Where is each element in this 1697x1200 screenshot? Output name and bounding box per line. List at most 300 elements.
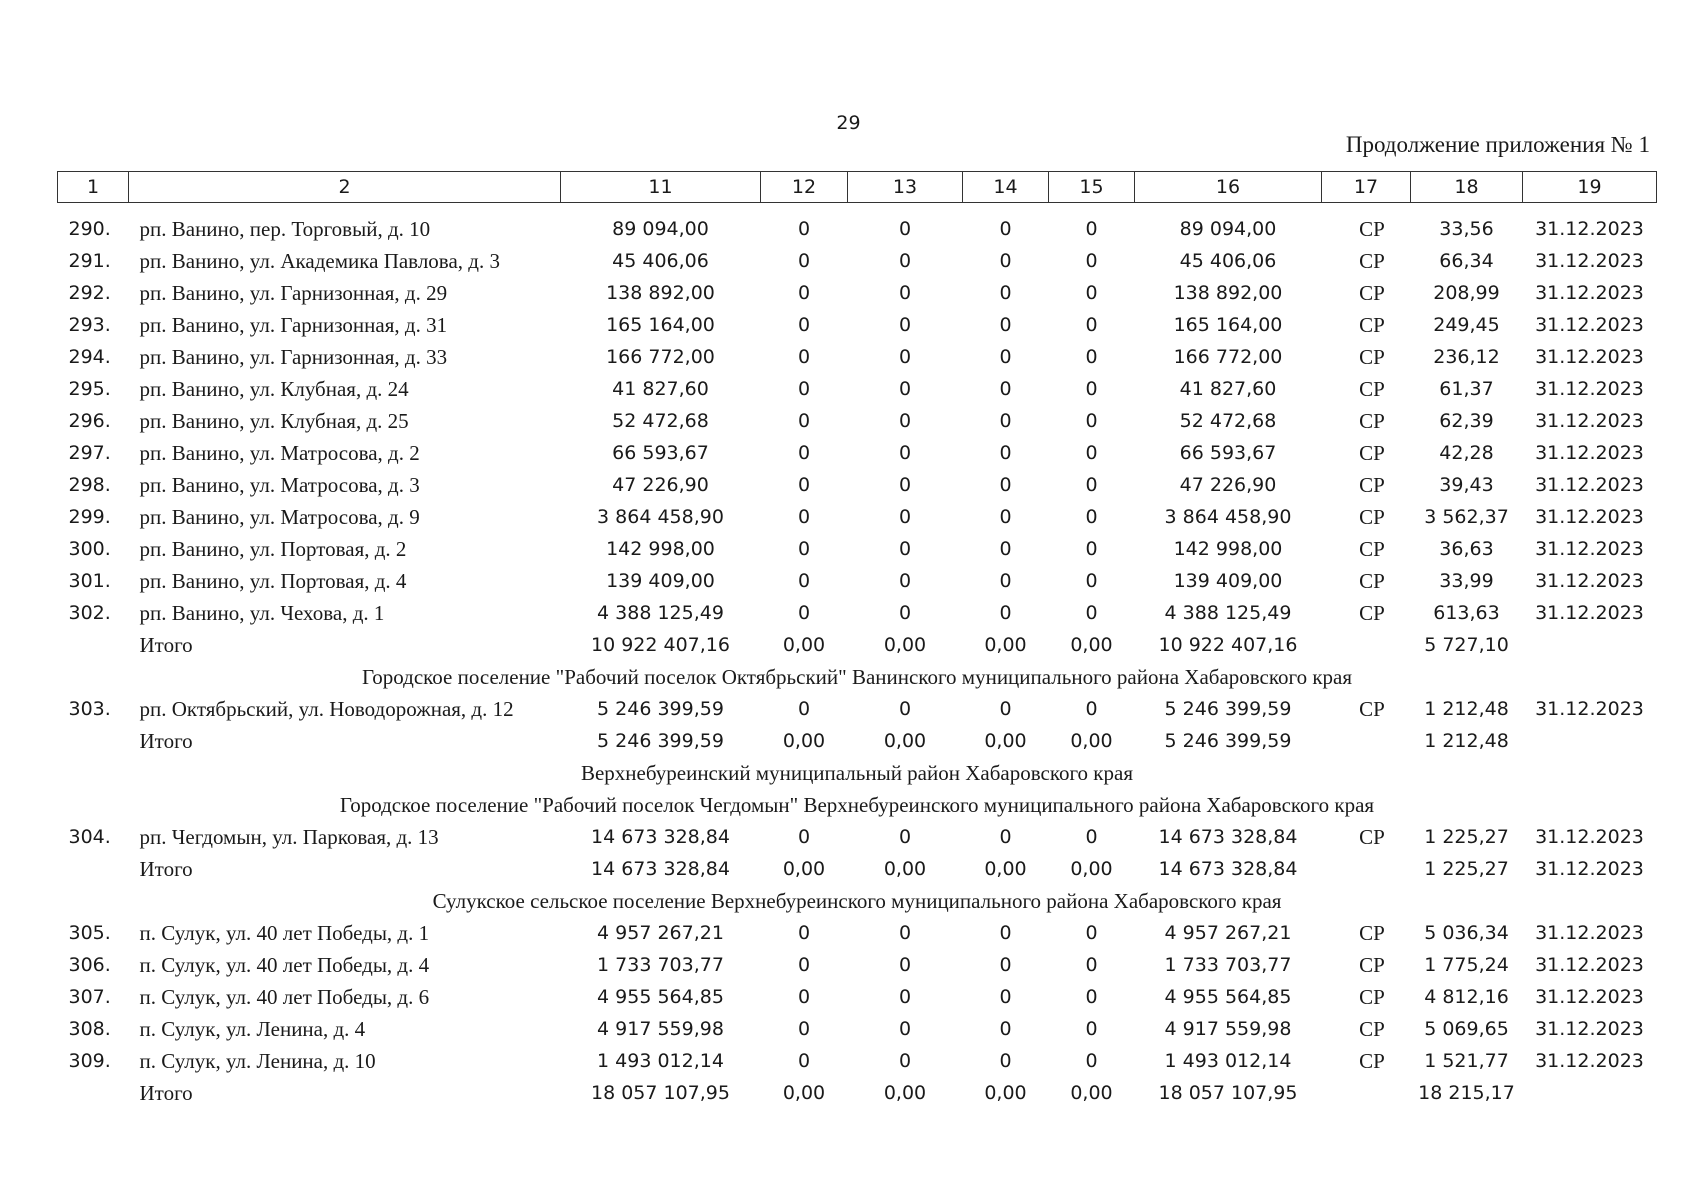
table-cell: рп. Чегдомын, ул. Парковая, д. 13 — [139, 825, 439, 849]
table-row — [58, 597, 1657, 629]
table-cell: 0 — [1085, 538, 1098, 560]
table-cell: п. Сулук, ул. Ленина, д. 4 — [139, 1017, 366, 1041]
table-cell: 0 — [999, 602, 1012, 624]
table-cell: 14 673 328,84 — [590, 826, 730, 848]
table-cell: 0,00 — [782, 1082, 826, 1104]
header-cell: 14 — [963, 172, 1049, 203]
total-row — [58, 629, 1657, 661]
table-cell: СР — [1359, 537, 1385, 561]
table-cell: 0 — [898, 410, 912, 432]
table-cell: 0 — [898, 1050, 912, 1072]
table-cell: 309. — [68, 1050, 111, 1072]
table-cell: 3 562,37 — [1424, 506, 1509, 528]
table-cell: СР — [1359, 409, 1385, 433]
section-heading-row — [58, 757, 1657, 789]
table-cell: 0 — [999, 826, 1012, 848]
table-cell: 62,39 — [1439, 410, 1494, 432]
table-cell: 1 212,48 — [1424, 698, 1509, 720]
table-cell: 0 — [1085, 506, 1098, 528]
table-cell: 0 — [797, 1050, 811, 1072]
table-cell: 5 727,10 — [1424, 634, 1509, 656]
table-cell: 10 922 407,16 — [1158, 634, 1298, 656]
table-cell: 61,37 — [1439, 378, 1494, 400]
table-cell: 0 — [1085, 474, 1098, 496]
table-cell: 0 — [898, 346, 912, 368]
table-cell: 45 406,06 — [1179, 250, 1277, 272]
table-cell: СР — [1359, 313, 1385, 337]
table-cell: 299. — [68, 506, 111, 528]
table-cell: 10 922 407,16 — [590, 634, 730, 656]
table-cell: 0 — [797, 378, 811, 400]
table-cell: 0 — [999, 474, 1012, 496]
table-cell: СР — [1359, 985, 1385, 1009]
table-cell: 304. — [68, 826, 111, 848]
table-cell: 31.12.2023 — [1535, 378, 1644, 400]
table-cell — [1523, 629, 1657, 661]
table-cell: 18 057 107,95 — [590, 1082, 730, 1104]
table-cell: 41 827,60 — [1179, 378, 1277, 400]
table-cell: 66 593,67 — [612, 442, 709, 464]
table-cell: 5 069,65 — [1424, 1018, 1509, 1040]
table-row — [58, 917, 1657, 949]
table-row — [58, 309, 1657, 341]
table-cell: рп. Ванино, ул. Гарнизонная, д. 33 — [139, 345, 448, 369]
table-cell: 0 — [999, 954, 1012, 976]
table-cell: 305. — [68, 922, 111, 944]
table-cell: СР — [1359, 441, 1385, 465]
table-cell: 0,00 — [984, 730, 1027, 752]
table-cell: 0 — [999, 570, 1012, 592]
header-cell: 13 — [848, 172, 963, 203]
table-row — [58, 1013, 1657, 1045]
table-cell: 0 — [999, 922, 1012, 944]
table-header — [58, 172, 1657, 203]
table-cell: 0 — [797, 218, 811, 240]
table-cell: п. Сулук, ул. 40 лет Победы, д. 6 — [139, 985, 430, 1009]
table-cell: СР — [1359, 697, 1385, 721]
table-cell: 0 — [898, 378, 912, 400]
section-heading-row — [58, 885, 1657, 917]
table-cell: 0 — [898, 922, 912, 944]
table-cell: 0 — [1085, 826, 1098, 848]
table-cell: рп. Ванино, ул. Портовая, д. 4 — [139, 569, 407, 593]
section-heading-row — [58, 789, 1657, 821]
table-cell: 36,63 — [1439, 538, 1494, 560]
table-cell — [1523, 725, 1657, 757]
table-cell: СР — [1359, 921, 1385, 945]
table-cell: Итого — [139, 857, 193, 881]
table-cell: 0,00 — [883, 634, 927, 656]
table-cell: 0 — [1085, 346, 1098, 368]
table-cell — [1322, 1077, 1411, 1109]
header-cell: 19 — [1523, 172, 1657, 203]
table-cell: 5 246 399,59 — [597, 698, 724, 720]
table-cell: 166 772,00 — [606, 346, 715, 368]
table-cell: 0 — [797, 250, 811, 272]
table-cell: рп. Ванино, пер. Торговый, д. 10 — [139, 217, 431, 241]
table-cell: 613,63 — [1433, 602, 1500, 624]
table-cell: 0 — [797, 538, 811, 560]
table-cell: 302. — [68, 602, 111, 624]
section-heading: Городское поселение "Рабочий поселок Октябрьский" Ванинского муниципального района Хабаровского края — [361, 665, 1353, 689]
table-cell: 307. — [68, 986, 111, 1008]
table-cell: 31.12.2023 — [1535, 474, 1644, 496]
table-cell — [1322, 725, 1411, 757]
table-cell — [58, 1077, 129, 1109]
table-cell: 0 — [797, 1018, 811, 1040]
table-cell: 0 — [898, 218, 912, 240]
table-cell — [58, 853, 129, 885]
table-cell: 31.12.2023 — [1535, 538, 1644, 560]
table-cell: 292. — [68, 282, 111, 304]
table-cell: 31.12.2023 — [1535, 698, 1644, 720]
table-cell: 5 246 399,59 — [597, 730, 724, 752]
table-cell: 166 772,00 — [1173, 346, 1283, 368]
page-number: 29 — [836, 112, 861, 134]
table-cell: п. Сулук, ул. Ленина, д. 10 — [139, 1049, 376, 1073]
table-cell: 0 — [999, 698, 1012, 720]
table-cell: 0 — [1085, 698, 1098, 720]
table-cell: п. Сулук, ул. 40 лет Победы, д. 4 — [139, 953, 430, 977]
table-cell: 0,00 — [883, 730, 927, 752]
table-cell: Итого — [139, 1081, 193, 1105]
table-cell: 0 — [797, 282, 811, 304]
table-cell: 0 — [898, 474, 912, 496]
total-row — [58, 725, 1657, 757]
table-cell: Итого — [139, 633, 193, 657]
table-cell: 0 — [999, 1018, 1012, 1040]
table-cell: 295. — [68, 378, 111, 400]
header-cell: 17 — [1322, 172, 1411, 203]
table-cell: 138 892,00 — [1173, 282, 1283, 304]
table-body — [58, 213, 1657, 1109]
table-cell: 0 — [797, 506, 811, 528]
table-cell: 308. — [68, 1018, 111, 1040]
table-cell: 4 957 267,21 — [1164, 922, 1292, 944]
table-cell: 0,00 — [984, 634, 1027, 656]
total-row — [58, 1077, 1657, 1109]
table-row — [58, 245, 1657, 277]
table-cell: 1 733 703,77 — [1164, 954, 1292, 976]
table-cell: рп. Ванино, ул. Клубная, д. 25 — [139, 409, 409, 433]
table-cell: рп. Ванино, ул. Клубная, д. 24 — [139, 377, 409, 401]
table-cell: 294. — [68, 346, 111, 368]
table-cell: 0 — [797, 570, 811, 592]
table-cell: 0 — [1085, 250, 1098, 272]
table-cell: 1 775,24 — [1424, 954, 1509, 976]
table-cell: 3 864 458,90 — [1164, 506, 1292, 528]
table-cell: 3 864 458,90 — [597, 506, 724, 528]
table-row — [58, 469, 1657, 501]
table-cell: СР — [1359, 505, 1385, 529]
table-cell: 0 — [1085, 314, 1098, 336]
table-cell: 1 225,27 — [1424, 858, 1509, 880]
table-cell: СР — [1359, 1017, 1385, 1041]
table-cell: 0 — [898, 250, 912, 272]
table-cell: 0,00 — [782, 730, 826, 752]
table-cell: 0 — [898, 538, 912, 560]
section-heading: Сулукское сельское поселение Верхнебуреинского муниципального района Хабаровского края — [432, 889, 1282, 913]
table-cell: 4 388 125,49 — [597, 602, 724, 624]
table-cell: 0 — [797, 698, 811, 720]
table-cell: 31.12.2023 — [1535, 442, 1644, 464]
table-cell: 42,28 — [1439, 442, 1494, 464]
table-cell: СР — [1359, 825, 1385, 849]
table-cell: 47 226,90 — [1179, 474, 1277, 496]
table-row — [58, 277, 1657, 309]
table-cell: 165 164,00 — [606, 314, 715, 336]
table-cell: 31.12.2023 — [1535, 250, 1644, 272]
table-cell — [58, 725, 129, 757]
table-cell: 66,34 — [1439, 250, 1494, 272]
table-cell: рп. Ванино, ул. Матросова, д. 2 — [139, 441, 420, 465]
table-cell: 31.12.2023 — [1535, 858, 1644, 880]
table-cell: СР — [1359, 953, 1385, 977]
table-cell: 0 — [999, 378, 1012, 400]
table-cell: 0,00 — [883, 858, 927, 880]
table-cell: Итого — [139, 729, 193, 753]
table-cell: 0 — [999, 410, 1012, 432]
table-row — [58, 341, 1657, 373]
table-cell: 0 — [999, 1050, 1012, 1072]
table-cell: СР — [1359, 249, 1385, 273]
table-cell: СР — [1359, 345, 1385, 369]
table-cell: 4 812,16 — [1424, 986, 1509, 1008]
table-cell: 0 — [898, 314, 912, 336]
table-cell: 5 246 399,59 — [1164, 698, 1292, 720]
table-cell: рп. Ванино, ул. Чехова, д. 1 — [139, 601, 385, 625]
table-cell: 52 472,68 — [1179, 410, 1277, 432]
table-cell: 31.12.2023 — [1535, 1018, 1644, 1040]
table-row — [58, 949, 1657, 981]
table-cell: 0 — [999, 442, 1012, 464]
table-cell: 0 — [797, 954, 811, 976]
table-cell: СР — [1359, 217, 1385, 241]
table-cell: 290. — [68, 218, 111, 240]
table-cell: 0 — [797, 826, 811, 848]
table-cell: 0,00 — [984, 1082, 1027, 1104]
table-cell: 0 — [898, 1018, 912, 1040]
table-cell: 4 917 559,98 — [1164, 1018, 1292, 1040]
table-cell: 0 — [1085, 922, 1098, 944]
header-cell: 15 — [1049, 172, 1135, 203]
table-cell: 4 388 125,49 — [1164, 602, 1292, 624]
table-cell: 0 — [898, 506, 912, 528]
header-cell: 11 — [561, 172, 761, 203]
table-cell: 14 673 328,84 — [1158, 826, 1298, 848]
table-cell: рп. Октябрьский, ул. Новодорожная, д. 12 — [139, 697, 514, 721]
header-cell: 18 — [1411, 172, 1523, 203]
table-row — [58, 565, 1657, 597]
table-cell — [1523, 1077, 1657, 1109]
table-cell: 0 — [1085, 986, 1098, 1008]
appendix-continuation-note: Продолжение приложения № 1 — [1345, 132, 1650, 157]
table-cell: 1 733 703,77 — [597, 954, 724, 976]
table-row — [58, 405, 1657, 437]
table-cell: 4 917 559,98 — [597, 1018, 724, 1040]
table-cell: 236,12 — [1433, 346, 1500, 368]
table-row — [58, 693, 1657, 725]
table-cell: 293. — [68, 314, 111, 336]
table-cell: 142 998,00 — [1173, 538, 1283, 560]
table-cell: 0 — [999, 314, 1012, 336]
table-cell: рп. Ванино, ул. Академика Павлова, д. 3 — [139, 249, 500, 273]
table-row — [58, 821, 1657, 853]
section-heading-row — [58, 661, 1657, 693]
table-cell: СР — [1359, 1049, 1385, 1073]
header-cell: 1 — [58, 172, 129, 203]
table-cell: 0 — [898, 570, 912, 592]
header-cell: 12 — [761, 172, 848, 203]
table-cell: 0 — [1085, 410, 1098, 432]
table-cell: 0 — [898, 826, 912, 848]
table-cell: 0 — [999, 538, 1012, 560]
table-cell: 31.12.2023 — [1535, 602, 1644, 624]
table-cell: 31.12.2023 — [1535, 506, 1644, 528]
table-cell: 249,45 — [1433, 314, 1500, 336]
table-cell: 296. — [68, 410, 111, 432]
table-cell: 165 164,00 — [1173, 314, 1283, 336]
table-cell: 0 — [898, 986, 912, 1008]
table-cell: 0 — [797, 314, 811, 336]
table-cell: 0 — [797, 346, 811, 368]
table-row — [58, 373, 1657, 405]
table-cell: 306. — [68, 954, 111, 976]
table-cell: 0 — [898, 442, 912, 464]
table-cell: 0 — [898, 954, 912, 976]
table-cell: 31.12.2023 — [1535, 954, 1644, 976]
table-row — [58, 437, 1657, 469]
table-cell: 0 — [797, 410, 811, 432]
table-cell: 18 057 107,95 — [1158, 1082, 1298, 1104]
table-cell: 31.12.2023 — [1535, 986, 1644, 1008]
table-cell — [1322, 853, 1411, 885]
table-cell: 33,56 — [1439, 218, 1494, 240]
table-cell: 0 — [898, 602, 912, 624]
table-cell: 52 472,68 — [612, 410, 709, 432]
table-cell: 0,00 — [1070, 1082, 1113, 1104]
table-cell: 0,00 — [984, 858, 1027, 880]
table-cell: 0 — [999, 346, 1012, 368]
table-cell: 18 215,17 — [1418, 1082, 1515, 1104]
table-cell: 208,99 — [1433, 282, 1500, 304]
table-cell: 1 225,27 — [1424, 826, 1509, 848]
table-cell: 31.12.2023 — [1535, 1050, 1644, 1072]
table-cell: 297. — [68, 442, 111, 464]
section-heading: Городское поселение "Рабочий поселок Чегдомын" Верхнебуреинского муниципального района Хабаровского края — [339, 793, 1375, 817]
table-cell: 66 593,67 — [1179, 442, 1277, 464]
table-row — [58, 213, 1657, 245]
table-cell: 0 — [1085, 1050, 1098, 1072]
table-cell: 0,00 — [1070, 634, 1113, 656]
table-cell: 0 — [797, 602, 811, 624]
table-cell: 31.12.2023 — [1535, 218, 1644, 240]
table-cell: 47 226,90 — [612, 474, 709, 496]
table-cell: 31.12.2023 — [1535, 570, 1644, 592]
table-cell: 1 493 012,14 — [597, 1050, 724, 1072]
table-cell: 31.12.2023 — [1535, 410, 1644, 432]
table-cell: СР — [1359, 281, 1385, 305]
table-cell: 5 246 399,59 — [1164, 730, 1292, 752]
section-heading: Верхнебуреинский муниципальный район Хабаровского края — [580, 761, 1133, 785]
table-cell: СР — [1359, 473, 1385, 497]
table-cell: рп. Ванино, ул. Матросова, д. 9 — [139, 505, 420, 529]
table-cell — [58, 629, 129, 661]
table-cell: СР — [1359, 601, 1385, 625]
table-cell: 4 957 267,21 — [597, 922, 724, 944]
table-cell: 0 — [797, 986, 811, 1008]
table-row — [58, 981, 1657, 1013]
total-row — [58, 853, 1657, 885]
table-cell: 0 — [898, 698, 912, 720]
header-cell: 16 — [1135, 172, 1322, 203]
table-cell: 14 673 328,84 — [1158, 858, 1298, 880]
table-cell: 0 — [1085, 442, 1098, 464]
table-cell: 5 036,34 — [1424, 922, 1509, 944]
table-cell: 1 521,77 — [1424, 1050, 1509, 1072]
table-cell: СР — [1359, 569, 1385, 593]
table-cell: 139 409,00 — [1173, 570, 1283, 592]
table-cell: 14 673 328,84 — [590, 858, 730, 880]
table-row — [58, 533, 1657, 565]
table-cell: 31.12.2023 — [1535, 314, 1644, 336]
table-cell: 1 212,48 — [1424, 730, 1509, 752]
table-cell: 139 409,00 — [606, 570, 715, 592]
table-cell: 298. — [68, 474, 111, 496]
table-cell: 0,00 — [1070, 730, 1113, 752]
table-cell: 0,00 — [1070, 858, 1113, 880]
table-cell: 0 — [1085, 378, 1098, 400]
table-cell: 31.12.2023 — [1535, 922, 1644, 944]
table-cell: 301. — [68, 570, 111, 592]
table-cell: 0 — [797, 442, 811, 464]
table-cell: 142 998,00 — [606, 538, 715, 560]
table-cell: 0,00 — [782, 634, 826, 656]
table-cell: 0 — [797, 922, 811, 944]
table-cell: 4 955 564,85 — [597, 986, 724, 1008]
data-table — [57, 171, 1657, 1109]
table-cell: 0 — [797, 474, 811, 496]
table-cell: 0 — [1085, 570, 1098, 592]
table-cell: 0 — [1085, 1018, 1098, 1040]
table-row — [58, 501, 1657, 533]
table-cell: п. Сулук, ул. 40 лет Победы, д. 1 — [139, 921, 430, 945]
table-cell: 0 — [1085, 602, 1098, 624]
table-cell: 31.12.2023 — [1535, 826, 1644, 848]
table-cell: 45 406,06 — [612, 250, 709, 272]
table-cell: 0 — [1085, 218, 1098, 240]
table-cell: 41 827,60 — [612, 378, 709, 400]
table-cell: 1 493 012,14 — [1164, 1050, 1292, 1072]
table-cell: 0,00 — [883, 1082, 927, 1104]
table-cell: СР — [1359, 377, 1385, 401]
table-row — [58, 1045, 1657, 1077]
header-cell: 2 — [129, 172, 561, 203]
table-cell: рп. Ванино, ул. Матросова, д. 3 — [139, 473, 420, 497]
table-cell: 89 094,00 — [612, 218, 709, 240]
table-cell: 0 — [999, 986, 1012, 1008]
table-cell: рп. Ванино, ул. Гарнизонная, д. 31 — [139, 313, 448, 337]
table-cell: 0,00 — [782, 858, 826, 880]
table-cell: 39,43 — [1439, 474, 1494, 496]
table-cell: 300. — [68, 538, 111, 560]
table-cell: рп. Ванино, ул. Гарнизонная, д. 29 — [139, 281, 448, 305]
table-cell: 0 — [1085, 954, 1098, 976]
table-cell: 0 — [999, 282, 1012, 304]
table-cell: 0 — [1085, 282, 1098, 304]
table-cell: 33,99 — [1439, 570, 1494, 592]
table-cell: 0 — [999, 250, 1012, 272]
